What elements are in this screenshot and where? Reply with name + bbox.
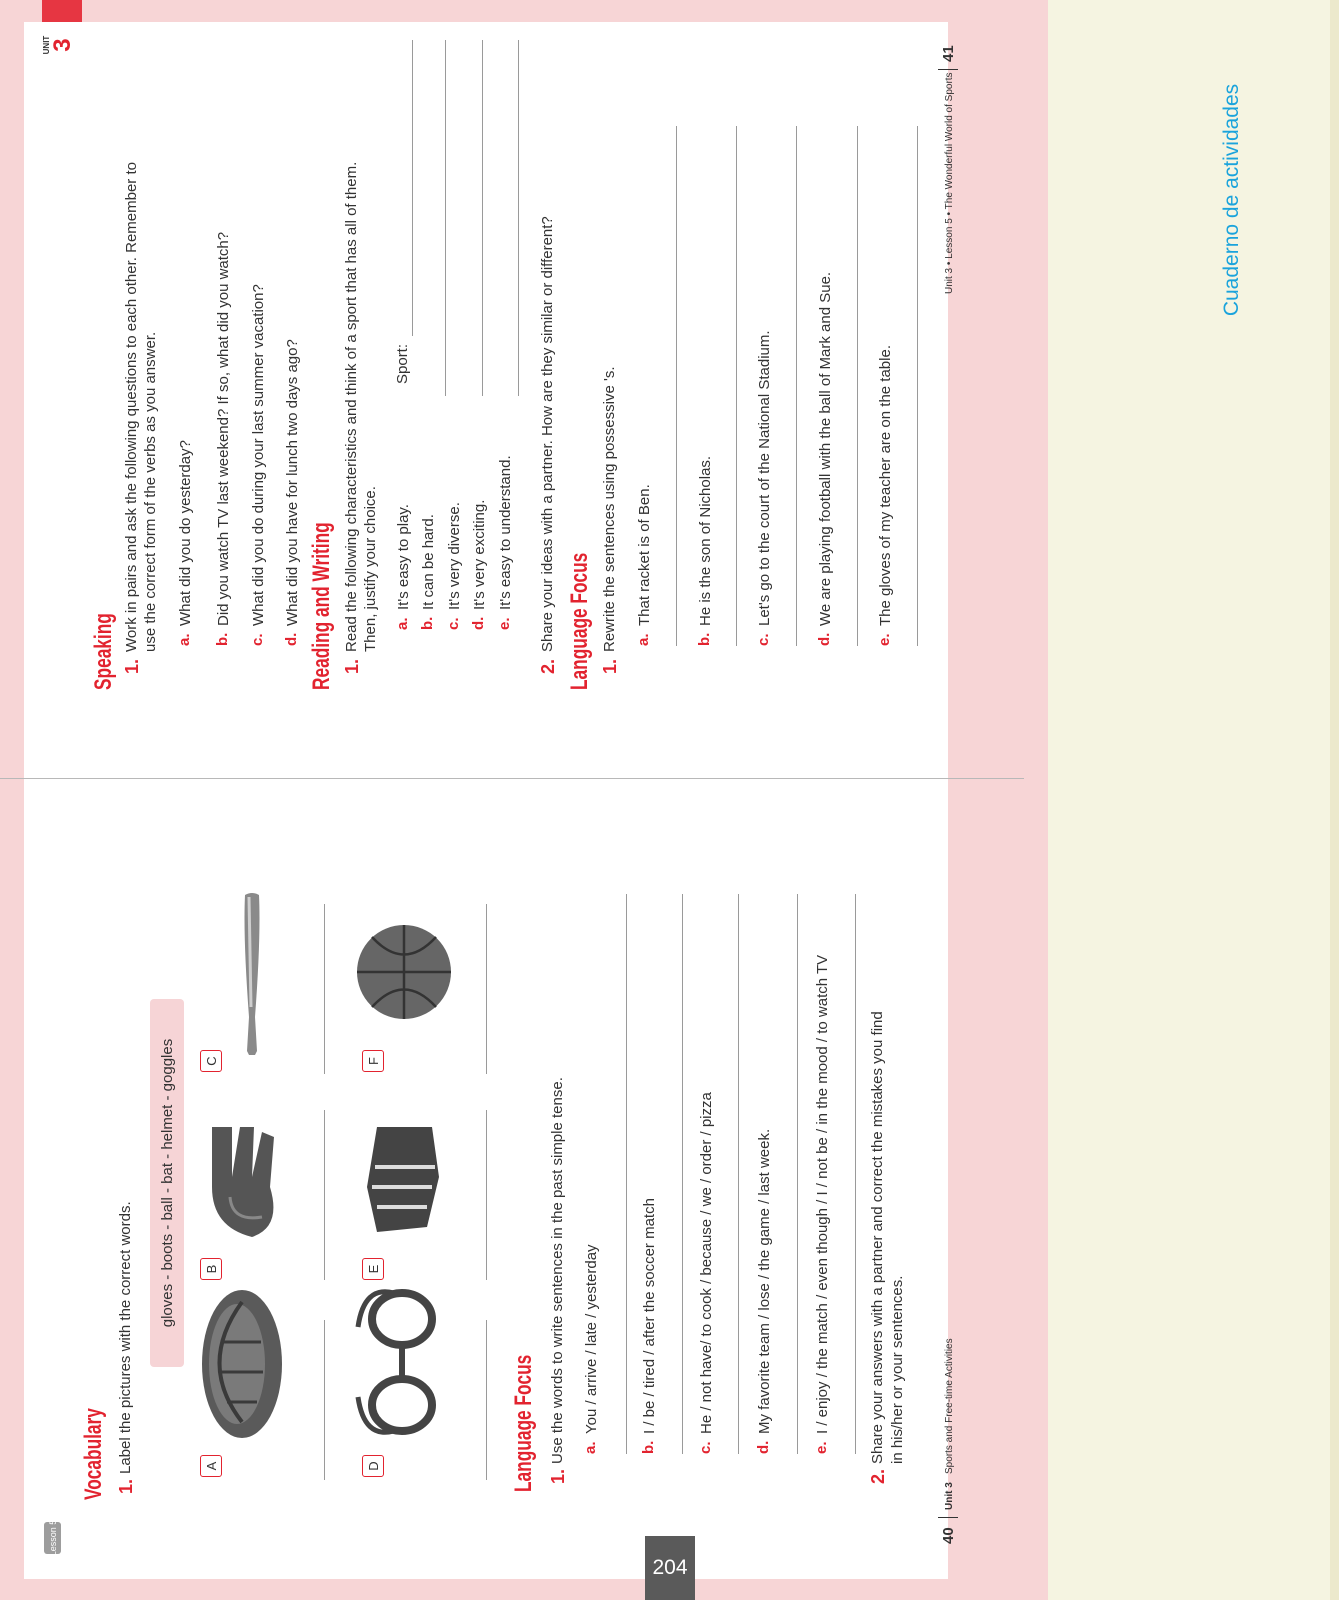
answer-line-b [324, 1110, 325, 1280]
speaking-item-letter: d. [283, 632, 300, 646]
lf-left-answer-line [855, 894, 856, 1454]
lf-right-item-letter: e. [876, 633, 893, 646]
speaking-item-letter: a. [176, 633, 193, 646]
picture-label-e: E [362, 1258, 384, 1280]
rw-answer-line [445, 40, 446, 396]
lf-left-answer-line [626, 894, 627, 1454]
language-focus-heading-right: Language Focus [566, 552, 593, 690]
answer-line-f [486, 904, 487, 1074]
lf-right-answer-line [676, 126, 677, 646]
lf-right-answer-line [796, 126, 797, 646]
picture-label-f: F [362, 1050, 384, 1072]
picture-label-b: B [200, 1258, 222, 1280]
rw-ex2-text: Share your ideas with a partner. How are they similar or different? [539, 216, 556, 652]
reading-writing-heading: Reading and Writing [308, 522, 335, 690]
lf-left-answer-line [682, 894, 683, 1454]
ball-icon [354, 922, 459, 1022]
right-footer-separator [938, 69, 958, 70]
left-footer-separator [938, 1517, 958, 1518]
answer-line-a [324, 1320, 325, 1480]
lf-left-item-letter: b. [640, 1440, 657, 1454]
rw-line2: Then, justify your choice. [362, 486, 379, 652]
lf-left-ex2-number: 2. [868, 1468, 888, 1484]
vocabulary-heading: Vocabulary [80, 1408, 107, 1500]
vocab-instruction-number: 1. [116, 1478, 136, 1494]
lf-right-answer-line [857, 126, 858, 646]
lf-right-answer-line [736, 126, 737, 646]
rw-line1: Read the following characteristics and think of a sport that has all of them. [343, 161, 360, 652]
vocab-instruction: Label the pictures with the correct words. [117, 1201, 134, 1474]
lf-left-ex1-number: 1. [548, 1468, 568, 1484]
rw-answer-line [482, 40, 483, 396]
speaking-item-text: What did you do during your last summer vacation? [250, 284, 267, 626]
lf-left-answer-line [797, 894, 798, 1454]
rw-item-text: It's very exciting. [471, 499, 488, 610]
lf-right-item-text: He is the son of Nicholas. [697, 455, 714, 626]
page-marker: 204 [645, 1536, 695, 1600]
speaking-heading: Speaking [90, 613, 117, 690]
left-page-number: 40 [940, 1527, 957, 1544]
sport-answer-line [412, 40, 413, 336]
rw-number: 1. [342, 658, 362, 674]
lf-left-ex2-line1: Share your answers with a partner and correct the mistakes you find [869, 1011, 886, 1464]
rw-answer-line [518, 40, 519, 396]
book-content [42, 22, 966, 1562]
lf-right-item-text: The gloves of my teacher are on the table. [877, 345, 894, 626]
goggles-icon [354, 1287, 454, 1437]
lf-right-item-text: Let's go to the court of the National Stadium. [756, 330, 773, 626]
answer-line-e [486, 1110, 487, 1280]
bat-icon [237, 892, 272, 1057]
lf-left-ex1-instruction: Use the words to write sentences in the past simple tense. [549, 1077, 566, 1464]
language-focus-heading-left: Language Focus [510, 1354, 537, 1492]
margin-strip [1330, 0, 1339, 1600]
helmet-icon [197, 1287, 292, 1442]
lf-right-item-letter: b. [696, 632, 713, 646]
answer-line-c [324, 904, 325, 1074]
left-footer-unit: Unit 3 [944, 1482, 955, 1510]
lf-right-item-letter: d. [816, 632, 833, 646]
lf-left-item-text: He / not have/ to cook / because / we / order / pizza [698, 1092, 715, 1434]
rw-item-letter: d. [470, 616, 487, 630]
lf-left-item-text: My favorite team / lose / the game / last week. [756, 1128, 773, 1434]
lf-left-item-letter: c. [697, 1441, 714, 1454]
lf-left-item-text: You / arrive / late / yesterday [583, 1244, 600, 1434]
lf-right-item-letter: c. [755, 633, 772, 646]
rw-item-text: It can be hard. [420, 514, 437, 610]
left-footer-text: Sports and Free-time Activities [944, 1338, 955, 1474]
rw-item-text: It's very diverse. [446, 502, 463, 610]
picture-label-c: C [200, 1050, 222, 1072]
sidebar-caption-text: Cuaderno de actividades [1220, 83, 1243, 317]
lf-left-item-text: I / be / tired / after the soccer match [641, 1198, 658, 1434]
lf-left-ex2-line2: in his/her or your sentences. [889, 1275, 906, 1464]
lf-right-number: 1. [600, 658, 620, 674]
rw-item-letter: c. [445, 617, 462, 630]
speaking-item-letter: b. [214, 632, 231, 646]
lf-left-item-letter: d. [755, 1440, 772, 1454]
rw-item-letter: e. [496, 617, 513, 630]
speaking-line1: Work in pairs and ask the following questions to each other. Remember to [123, 162, 140, 652]
speaking-item-text: What did you do yesterday? [177, 440, 194, 626]
lf-right-item-text: That racket is of Ben. [636, 484, 653, 626]
right-page-number: 41 [940, 45, 957, 62]
lf-right-item-letter: a. [635, 633, 652, 646]
lf-right-item-text: We are playing football with the ball of Mark and Sue. [817, 271, 834, 626]
speaking-line2: use the correct form of the verbs as you answer. [142, 331, 159, 652]
unit-label: UNIT [42, 35, 51, 55]
word-bank: gloves - boots - ball - bat - helmet - goggles [150, 999, 184, 1367]
picture-label-a: A [200, 1455, 222, 1477]
rw-item-text: It's easy to play. [395, 504, 412, 610]
gloves-icon [192, 1117, 297, 1247]
rw-item-text: It's easy to understand. [497, 455, 514, 610]
lf-right-answer-line [917, 126, 918, 646]
lf-right-instruction: Rewrite the sentences using possessive 's. [601, 366, 618, 652]
answer-line-d [486, 1320, 487, 1480]
rw-ex2-number: 2. [538, 658, 558, 674]
right-footer-text: Unit 3 • Lesson 5 • The Wonderful World of Sports [944, 72, 955, 294]
lf-left-answer-line [738, 894, 739, 1454]
unit-number: 3 [49, 38, 76, 52]
sport-label: Sport: [394, 343, 411, 384]
picture-label-d: D [362, 1455, 384, 1477]
boots-icon [357, 1122, 452, 1237]
lesson-tag: Lesson 5 [44, 1522, 61, 1554]
rw-item-letter: b. [419, 616, 436, 630]
speaking-item-letter: c. [249, 633, 266, 646]
margin-panel [1048, 0, 1339, 1600]
speaking-item-text: Did you watch TV last weekend? If so, what did you watch? [215, 231, 232, 626]
rw-item-letter: a. [394, 617, 411, 630]
lf-left-item-letter: a. [582, 1441, 599, 1454]
speaking-number: 1. [122, 658, 142, 674]
lf-left-item-text: I / enjoy / the match / even though / I / not be / in the mood / to watch TV [814, 954, 831, 1434]
speaking-item-text: What did you have for lunch two days ago? [284, 339, 301, 626]
lf-left-item-letter: e. [813, 1441, 830, 1454]
unit-badge [42, 30, 82, 60]
